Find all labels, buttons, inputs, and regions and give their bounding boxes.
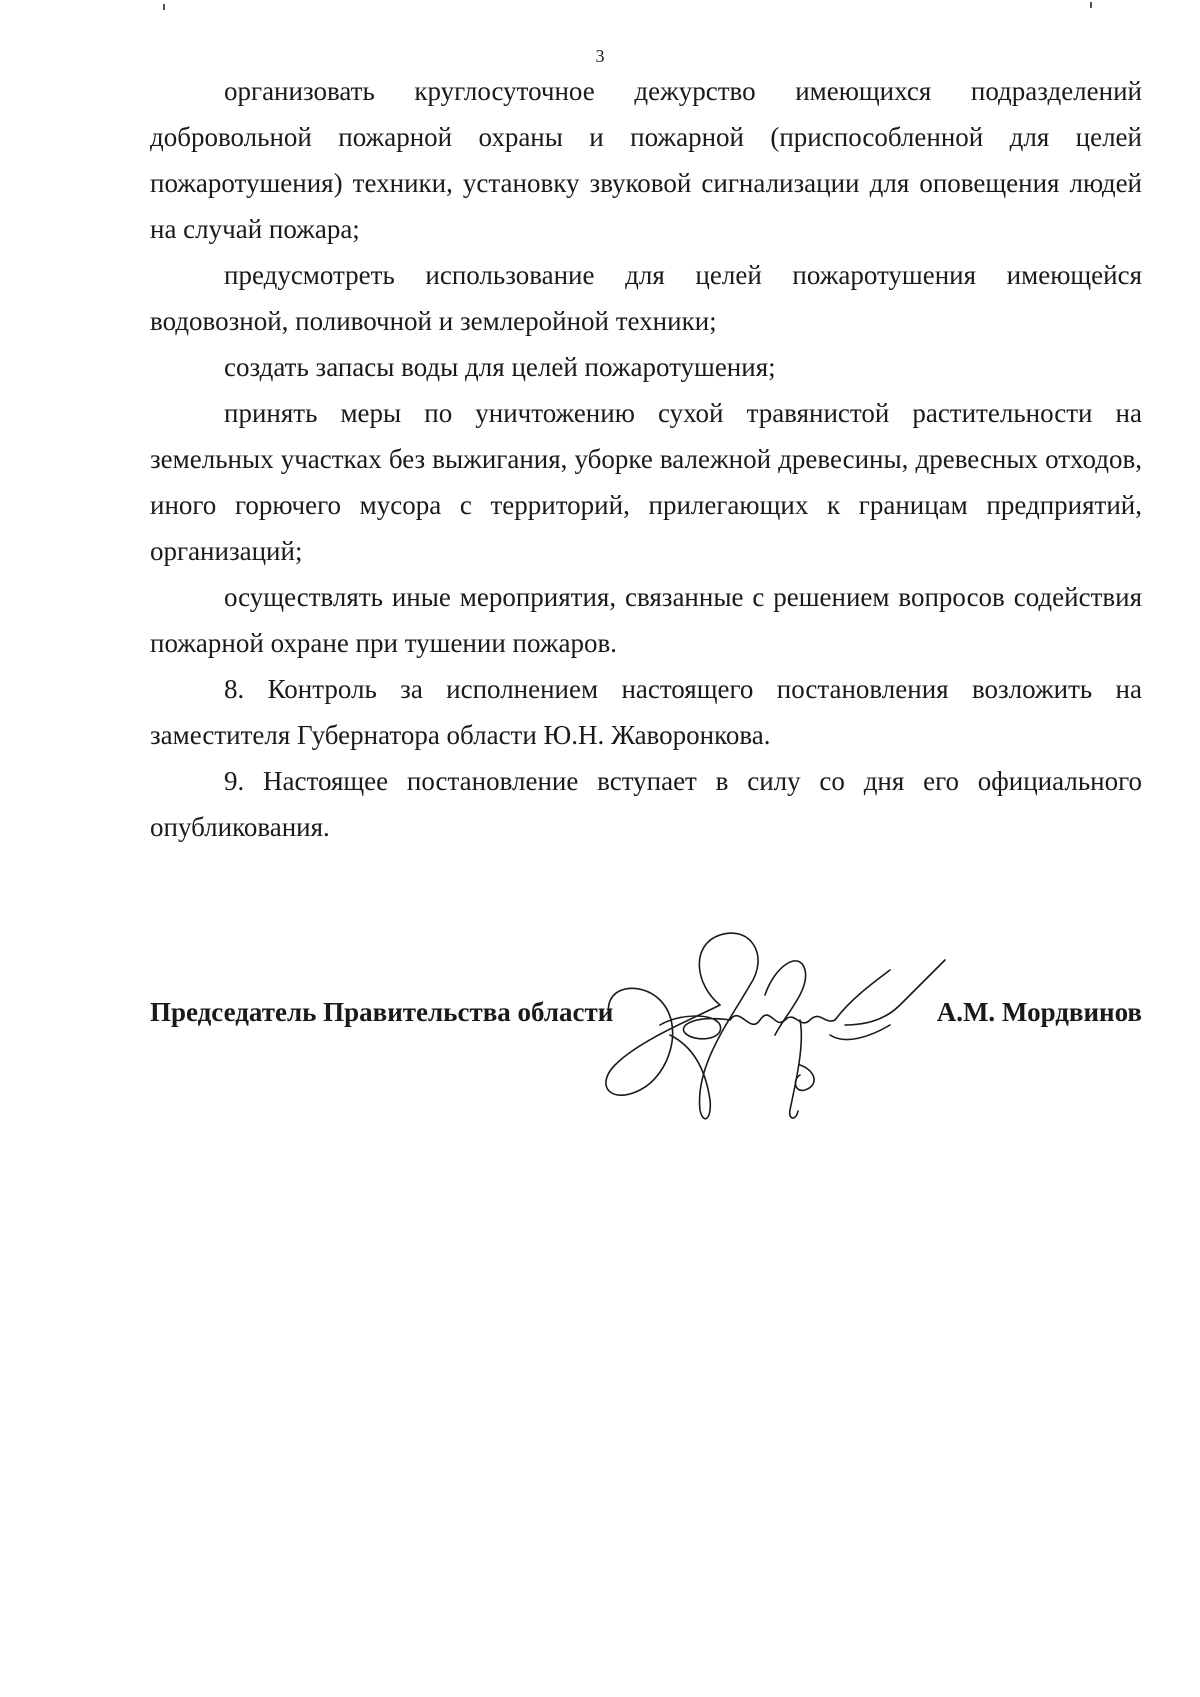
paragraph-other-measures: осуществлять иные мероприятия, связанные с решением вопросов содействия пожарной охране при тушении пожаров. — [150, 582, 1142, 658]
signatory-name: А.М. Мордвинов — [936, 997, 1142, 1027]
scan-mark — [163, 4, 165, 10]
paragraph-item-8: 8. Контроль за исполнением настоящего постановления возложить на заместителя Губернатора области Ю.Н. Жаворонкова. — [150, 674, 1142, 750]
document-body — [150, 68, 1142, 850]
signatory-title: Председатель Правительства области — [150, 997, 614, 1027]
paragraph-duty: организовать круглосуточное дежурство имеющихся подразделений добровольной пожарной охраны и пожарной (приспособленной для целей пожаротушения) техники, установку звуковой сигнализации для оповещения людей на случай пожара; — [150, 76, 1142, 244]
paragraph-water-supply: создать запасы воды для целей пожаротушения; — [224, 352, 776, 382]
paragraph-equipment: предусмотреть использование для целей пожаротушения имеющейся водовозной, поливочной и землеройной техники; — [150, 260, 1142, 336]
paragraph-item-9: 9. Настоящее постановление вступает в силу со дня его официального опубликования. — [150, 766, 1142, 842]
page-number: 3 — [595, 46, 605, 66]
paragraph-vegetation: принять меры по уничтожению сухой травянистой растительности на земельных участках без выжигания, уборке валежной древесины, древесных отходов, иного горючего мусора с территорий, прилегающих к границам предприятий, организаций; — [150, 398, 1142, 566]
scan-mark — [1090, 2, 1092, 8]
handwritten-signature — [600, 925, 960, 1135]
